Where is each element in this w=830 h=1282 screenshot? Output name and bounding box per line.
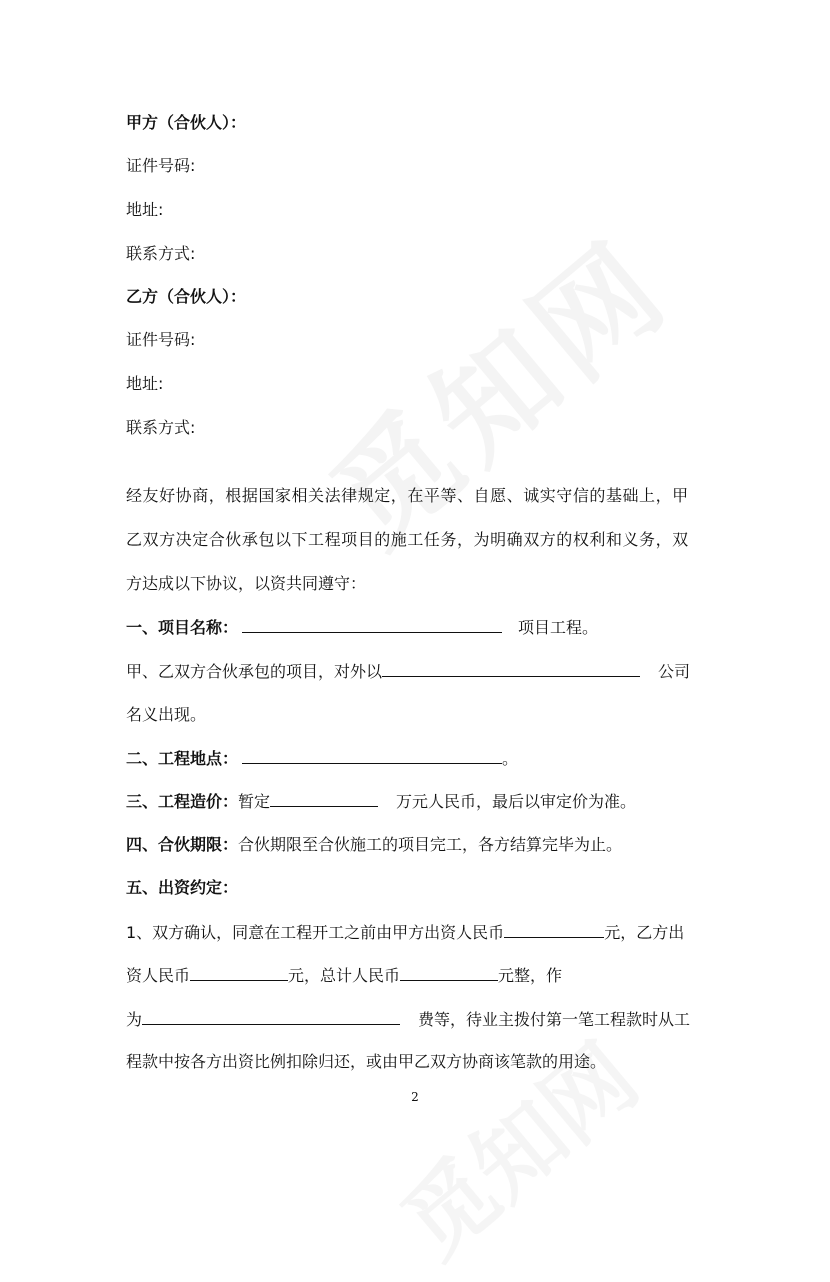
section-4-text: 合伙期限至合伙施工的项目完工，各方结算完毕为止。 (238, 835, 623, 854)
party-b-id-label: 证件号码: (126, 330, 196, 349)
total-investment-blank[interactable] (400, 964, 498, 981)
section-5-line-3-b: 费等，待业主拨付第一笔工程款时从工 (418, 1010, 691, 1029)
party-a-address-label: 地址: (126, 200, 164, 219)
section-1-line-3: 名义出现。 (126, 705, 207, 724)
party-b-title: 乙方（合伙人）： (126, 287, 247, 306)
party-b-contact-label: 联系方式: (126, 418, 196, 437)
section-4-heading: 四、合伙期限： (126, 835, 239, 854)
watermark-bottom (370, 1008, 660, 1281)
intro-line-1: 经友好协商，根据国家相关法律规定，在平等、自愿、诚实守信的基础上，甲 (126, 486, 689, 505)
project-cost-blank[interactable] (270, 790, 378, 807)
section-1-line-2-prefix: 甲、乙双方合伙承包的项目，对外以 (126, 662, 383, 681)
section-5-line-1 (126, 921, 684, 944)
section-5-line-2 (126, 964, 562, 987)
section-5-line-3 (126, 1008, 690, 1031)
section-5-line-2-b: 元，总计人民币 (288, 966, 401, 985)
intro-line-3: 方达成以下协议，以资共同遵守： (126, 574, 367, 593)
section-5-line-1-a: 1、双方确认，同意在工程开工之前由甲方出资人民币 (126, 923, 505, 942)
section-5-line-2-a: 资人民币 (126, 966, 191, 985)
section-4-row (126, 834, 622, 856)
party-b-investment-blank[interactable] (190, 964, 288, 981)
section-3-heading: 三、工程造价： (126, 792, 239, 811)
project-name-blank[interactable] (242, 616, 502, 633)
section-5-line-1-b: 元，乙方出 (604, 923, 685, 942)
party-a-title: 甲方（合伙人）： (126, 113, 247, 132)
fee-purpose-blank[interactable] (142, 1008, 400, 1025)
section-1-suffix: 项目工程。 (518, 618, 599, 637)
section-5-heading: 五、出资约定： (126, 878, 239, 897)
section-3-suffix: 万元人民币，最后以审定价为准。 (396, 792, 637, 811)
section-3-prefix: 暂定 (238, 792, 271, 811)
section-5-line-4: 程款中按各方出资比例扣除归还，或由甲乙双方协商该笔款的用途。 (126, 1052, 607, 1071)
section-1-line-2 (126, 660, 690, 683)
section-1-row (126, 616, 598, 639)
party-b-address-label: 地址: (126, 374, 164, 393)
party-a-contact-label: 联系方式: (126, 244, 196, 263)
party-a-investment-blank[interactable] (504, 921, 604, 938)
section-2-row (126, 747, 518, 770)
section-2-suffix: 。 (502, 749, 519, 768)
section-2-heading: 二、工程地点： (126, 749, 239, 768)
page-number: 2 (411, 1090, 419, 1104)
section-5-line-3-a: 为 (126, 1010, 143, 1029)
company-name-blank[interactable] (382, 660, 640, 677)
watermark (290, 195, 699, 577)
project-location-blank[interactable] (242, 747, 502, 764)
section-3-row (126, 790, 636, 813)
section-5-line-2-c: 元整，作 (498, 966, 563, 985)
section-1-heading: 一、项目名称： (126, 618, 239, 637)
intro-line-2: 乙双方决定合伙承包以下工程项目的施工任务，为明确双方的权利和义务，双 (126, 530, 689, 549)
section-1-line-2-suffix: 公司 (658, 662, 691, 681)
party-a-id-label: 证件号码: (126, 156, 196, 175)
